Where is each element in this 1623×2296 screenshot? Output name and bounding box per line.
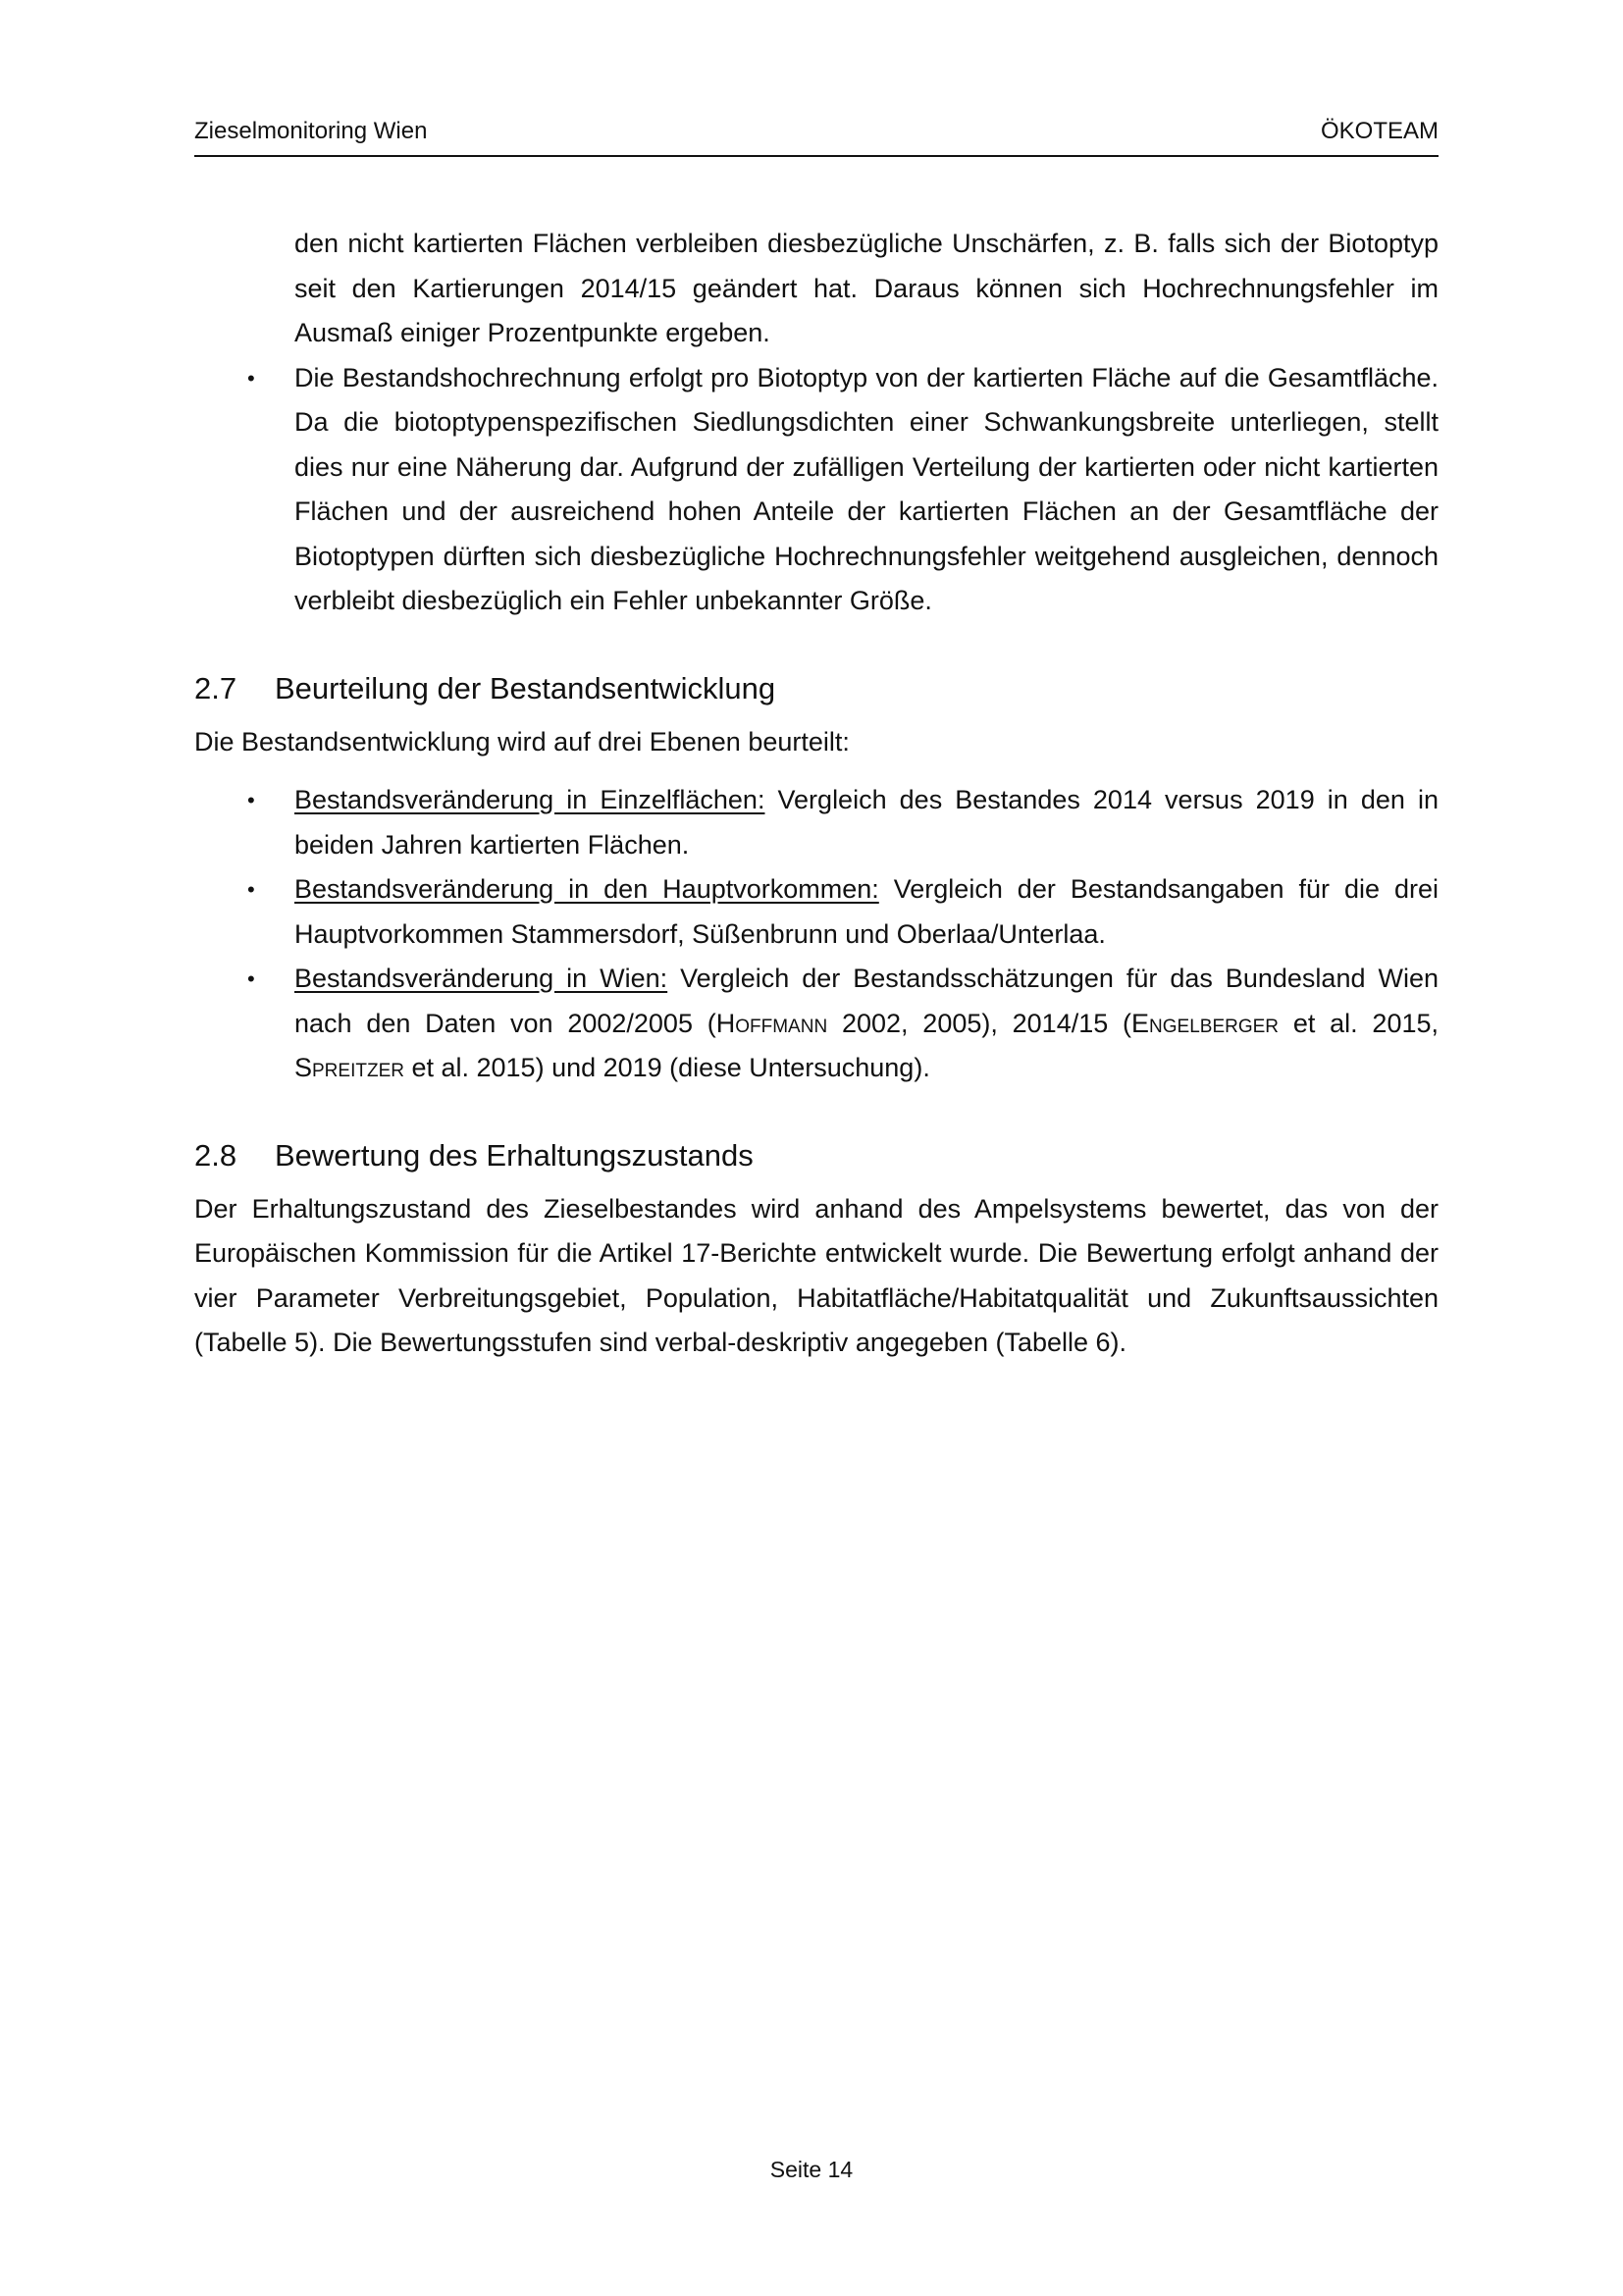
intro-bullet-list xyxy=(194,356,1439,624)
item-label: Bestandsveränderung in den Hauptvorkommen: xyxy=(294,874,879,904)
item-label: Bestandsveränderung in Wien: xyxy=(294,964,668,993)
bullet-icon: • xyxy=(247,966,255,991)
section-title: Beurteilung der Bestandsentwicklung xyxy=(275,670,776,705)
header-title: Zieselmonitoring Wien xyxy=(194,118,428,144)
bullet-icon: • xyxy=(247,877,255,902)
bullet-text: Die Bestandshochrechnung erfolgt pro Biotoptyp von der kartierten Fläche auf die Gesamtfläche. Da die biotoptypenspezifischen Siedlungsdichten einer Schwankungsbreite unterliegen, stellt dies nur eine Näherung dar. Aufgrund der zufälligen Verteilung der kartierten oder nicht kartierten Flächen und der ausreichend hohen Anteile der kartierten Flächen an der Gesamtfläche der Biotoptypen dürften sich diesbezügliche Hochrechnungsfehler weitgehend ausgleichen, dennoch verbleibt diesbezüglich ein Fehler unbekannter Größe. xyxy=(294,362,1439,615)
assessment-level-list xyxy=(194,778,1439,1091)
item-text: Vergleich der Bestandsschätzungen für das Bundesland Wien nach den Daten von 2002/2005 ( xyxy=(294,964,1439,1038)
item-label: Bestandsveränderung in Einzelflächen: xyxy=(294,785,765,814)
section-number: 2.8 xyxy=(194,1137,237,1173)
list-item xyxy=(194,957,1439,1091)
list-item xyxy=(194,778,1439,867)
author-citation: Spreitzer xyxy=(294,1053,404,1082)
header-organization: ÖKOTEAM xyxy=(1320,118,1439,144)
item-text: et al. 2015, xyxy=(1279,1008,1439,1038)
bullet-icon: • xyxy=(247,365,255,391)
section-heading-2-8 xyxy=(194,1136,1439,1175)
section-heading-2-7 xyxy=(194,669,1439,708)
section-number: 2.7 xyxy=(194,670,237,705)
section-body-paragraph: Der Erhaltungszustand des Zieselbestandes wird anhand des Ampelsystems bewertet, das von der Europäischen Kommission für die Artikel 17-Berichte entwickelt wurde. Die Bewertung erfolgt anhand der vier Parameter Verbreitungsgebiet, Population, Habitatfläche/Habitatqualität und Zukunftsaussichten (Tabelle 5). Die Bewertungsstufen sind verbal-deskriptiv angegeben (Tabelle 6). xyxy=(194,1193,1439,1357)
page-footer xyxy=(0,2157,1623,2183)
page-number: Seite 14 xyxy=(769,2157,854,2182)
list-item xyxy=(194,356,1439,624)
item-text: Vergleich der Bestandsangaben für die drei Hauptvorkommen Stammersdorf, Süßenbrunn und Oberlaa/Unterlaa. xyxy=(294,874,1439,949)
page-content xyxy=(194,222,1439,1366)
bullet-icon: • xyxy=(247,788,255,812)
author-citation: Engelberger xyxy=(1131,1008,1280,1038)
item-text: 2002, 2005), 2014/15 ( xyxy=(827,1008,1132,1038)
author-citation: Hoffmann xyxy=(715,1008,828,1038)
page-header xyxy=(194,116,1439,157)
intro-continuation-paragraph: den nicht kartierten Flächen verbleiben diesbezügliche Unschärfen, z. B. falls sich der Biotoptyp seit den Kartierungen 2014/15 geändert hat. Daraus können sich Hochrechnungsfehler im Ausmaß einiger Prozentpunkte ergeben. xyxy=(294,229,1439,347)
item-text: et al. 2015) und 2019 (diese Untersuchung). xyxy=(403,1053,930,1082)
item-text: Vergleich des Bestandes 2014 versus 2019 in den in beiden Jahren kartierten Flächen. xyxy=(294,785,1439,860)
list-item xyxy=(194,867,1439,957)
section-intro-paragraph: Die Bestandsentwicklung wird auf drei Ebenen beurteilt: xyxy=(194,726,850,757)
section-title: Bewertung des Erhaltungszustands xyxy=(275,1137,754,1173)
